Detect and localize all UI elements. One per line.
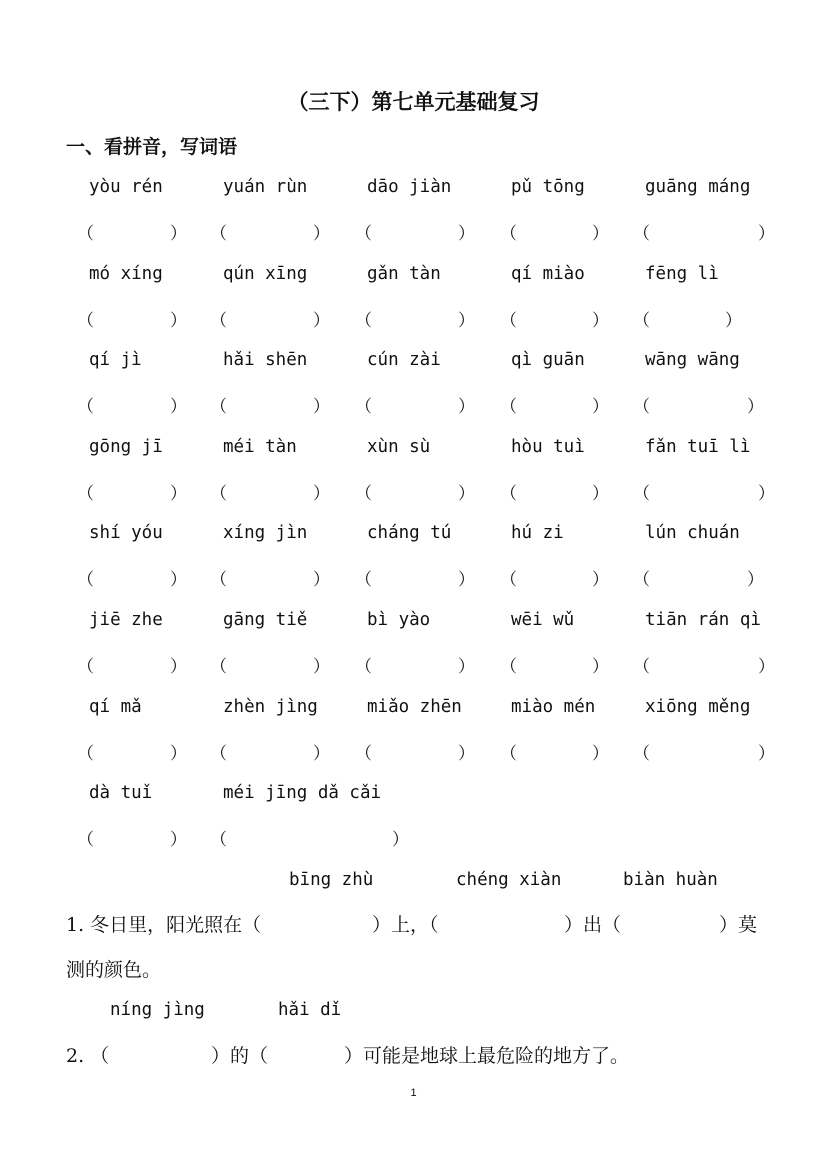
answer-paren-open: （ (633, 397, 650, 417)
answer-paren-open: （ (77, 224, 94, 244)
pinyin-label: qì guān (511, 350, 585, 370)
answer-paren-close: ） (758, 484, 775, 504)
sentence1-part2: ）上，（ (372, 914, 439, 936)
section-heading: 一、看拼音，写词语 (66, 136, 238, 158)
answer-paren-close: ） (592, 657, 609, 677)
pinyin-label: cún zài (367, 350, 441, 370)
answer-paren-open: （ (500, 484, 517, 504)
answer-paren-open: （ (210, 570, 227, 590)
answer-paren-close: ） (725, 311, 742, 331)
answer-paren-open: （ (633, 570, 650, 590)
sentence2-part1: 2. （ (66, 1045, 110, 1067)
sentence2-pinyin-2: hǎi dǐ (278, 1000, 342, 1020)
pinyin-label: miào mén (511, 697, 596, 717)
pinyin-label: hòu tuì (511, 437, 585, 457)
answer-paren-open: （ (210, 397, 227, 417)
answer-paren-close: ） (313, 224, 330, 244)
answer-paren-close: ） (458, 657, 475, 677)
answer-paren-close: ） (758, 744, 775, 764)
answer-paren-open: （ (77, 484, 94, 504)
answer-paren-close: ） (170, 830, 187, 850)
answer-paren-close: ） (458, 311, 475, 331)
sentence1-part4: ）莫 (719, 914, 758, 936)
pinyin-label: qí jì (89, 350, 142, 370)
pinyin-label: qún xīng (223, 264, 308, 284)
answer-paren-open: （ (210, 830, 227, 850)
answer-paren-close: ） (458, 484, 475, 504)
pinyin-label: méi jīng dǎ cǎi (223, 783, 382, 803)
pinyin-label: dāo jiàn (367, 177, 452, 197)
pinyin-label: qí miào (511, 264, 585, 284)
answer-paren-close: ） (313, 484, 330, 504)
answer-paren-open: （ (500, 311, 517, 331)
pinyin-label: dà tuǐ (89, 783, 153, 803)
answer-paren-close: ） (747, 570, 764, 590)
pinyin-label: jiē zhe (89, 610, 163, 630)
pinyin-label: tiān rán qì (645, 610, 761, 630)
answer-paren-close: ） (592, 570, 609, 590)
page-title: （三下）第七单元基础复习 (287, 90, 540, 114)
answer-paren-open: （ (210, 224, 227, 244)
pinyin-label: méi tàn (223, 437, 297, 457)
pinyin-label: pǔ tōng (511, 177, 585, 197)
answer-paren-close: ） (392, 830, 409, 850)
answer-paren-open: （ (500, 570, 517, 590)
answer-paren-open: （ (633, 311, 650, 331)
answer-paren-open: （ (355, 224, 372, 244)
answer-paren-close: ） (313, 657, 330, 677)
answer-paren-open: （ (210, 484, 227, 504)
pinyin-label: cháng tú (367, 523, 452, 543)
answer-paren-open: （ (77, 311, 94, 331)
page-number: 1 (410, 1087, 417, 1099)
answer-paren-close: ） (592, 224, 609, 244)
answer-paren-open: （ (210, 657, 227, 677)
sentence2-pinyin-1: níng jìng (110, 1000, 205, 1020)
pinyin-label: lún chuán (645, 523, 740, 543)
pinyin-label: xiōng měng (645, 697, 751, 717)
answer-paren-close: ） (592, 311, 609, 331)
answer-paren-open: （ (355, 744, 372, 764)
pinyin-label: gǎn tàn (367, 264, 441, 284)
answer-paren-close: ） (458, 224, 475, 244)
answer-paren-open: （ (500, 744, 517, 764)
pinyin-label: gōng jī (89, 437, 163, 457)
answer-paren-open: （ (77, 744, 94, 764)
pinyin-label: miǎo zhēn (367, 697, 462, 717)
answer-paren-close: ） (592, 484, 609, 504)
answer-paren-open: （ (210, 744, 227, 764)
pinyin-label: yòu rén (89, 177, 163, 197)
pinyin-label: qí mǎ (89, 697, 142, 717)
answer-paren-open: （ (633, 484, 650, 504)
sentence2-part2: ）的（ (211, 1045, 269, 1067)
answer-paren-open: （ (500, 397, 517, 417)
answer-paren-close: ） (758, 657, 775, 677)
sentence1-line2: 测的颜色。 (66, 959, 162, 981)
sentence1-part1: 1. 冬日里，阳光照在（ (66, 914, 262, 936)
answer-paren-close: ） (313, 570, 330, 590)
sentence1-pinyin-3: biàn huàn (623, 870, 718, 890)
answer-paren-open: （ (77, 570, 94, 590)
pinyin-label: fǎn tuī lì (645, 437, 751, 457)
pinyin-label: fēng lì (645, 264, 719, 284)
answer-paren-close: ） (170, 744, 187, 764)
pinyin-label: mó xíng (89, 264, 163, 284)
answer-paren-close: ） (758, 224, 775, 244)
answer-paren-close: ） (592, 397, 609, 417)
answer-paren-close: ） (170, 311, 187, 331)
pinyin-label: zhèn jìng (223, 697, 318, 717)
answer-paren-open: （ (355, 484, 372, 504)
answer-paren-close: ） (313, 744, 330, 764)
answer-paren-close: ） (747, 397, 764, 417)
answer-paren-open: （ (633, 744, 650, 764)
pinyin-label: xùn sù (367, 437, 431, 457)
pinyin-label: yuán rùn (223, 177, 308, 197)
sentence2-part3: ）可能是地球上最危险的地方了。 (344, 1045, 630, 1067)
sentence1-pinyin-2: chéng xiàn (456, 870, 562, 890)
answer-paren-close: ） (458, 570, 475, 590)
answer-paren-open: （ (210, 311, 227, 331)
answer-paren-open: （ (355, 657, 372, 677)
answer-paren-open: （ (633, 224, 650, 244)
answer-paren-open: （ (500, 224, 517, 244)
sentence1-part3: ）出（ (564, 914, 622, 936)
answer-paren-close: ） (170, 570, 187, 590)
pinyin-label: hú zi (511, 523, 564, 543)
answer-paren-open: （ (355, 570, 372, 590)
answer-paren-close: ） (170, 397, 187, 417)
pinyin-label: gāng tiě (223, 610, 308, 630)
answer-paren-close: ） (170, 224, 187, 244)
answer-paren-close: ） (313, 397, 330, 417)
answer-paren-open: （ (77, 397, 94, 417)
answer-paren-open: （ (355, 397, 372, 417)
answer-paren-open: （ (500, 657, 517, 677)
sentence1-pinyin-1: bīng zhù (289, 870, 374, 890)
answer-paren-close: ） (592, 744, 609, 764)
pinyin-label: wāng wāng (645, 350, 740, 370)
pinyin-label: xíng jìn (223, 523, 308, 543)
answer-paren-close: ） (313, 311, 330, 331)
answer-paren-close: ） (458, 397, 475, 417)
pinyin-label: wēi wǔ (511, 610, 575, 630)
answer-paren-open: （ (633, 657, 650, 677)
answer-paren-close: ） (170, 484, 187, 504)
answer-paren-open: （ (77, 830, 94, 850)
pinyin-label: guāng máng (645, 177, 751, 197)
pinyin-label: bì yào (367, 610, 431, 630)
answer-paren-open: （ (77, 657, 94, 677)
answer-paren-open: （ (355, 311, 372, 331)
answer-paren-close: ） (170, 657, 187, 677)
answer-paren-close: ） (458, 744, 475, 764)
pinyin-label: hǎi shēn (223, 350, 308, 370)
pinyin-label: shí yóu (89, 523, 163, 543)
